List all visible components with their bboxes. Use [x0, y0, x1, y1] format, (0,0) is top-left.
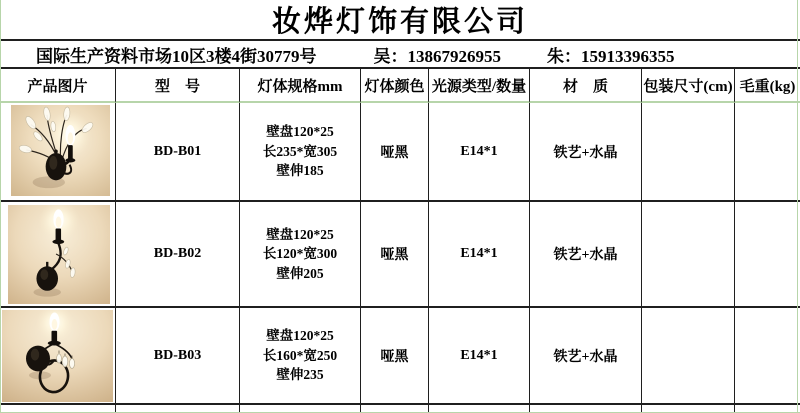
cell-material: 铁艺+水晶 — [530, 308, 642, 405]
spec-line: 长235*宽305 — [262, 143, 338, 159]
cell-spec — [240, 103, 361, 202]
cell-color: 哑黑 — [361, 103, 429, 202]
contact-phone-wu: 吴：13867926955 — [373, 46, 501, 66]
cell-package-size — [642, 103, 735, 202]
cell-light-source: E14*1 — [429, 202, 530, 308]
header-package-size: 包装尺寸(cm) — [642, 69, 735, 103]
header-model: 型 号 — [116, 69, 240, 103]
cell-spec — [240, 202, 361, 308]
header-light-source: 光源类型/数量 — [429, 69, 530, 103]
header-body-spec: 灯体规格mm — [240, 69, 361, 103]
contact-phone-zhu: 朱：15913396355 — [547, 46, 675, 66]
company-address: 国际生产资料市场10区3楼4街30779号 — [36, 46, 317, 66]
spec-line: 壁盘120*25 — [266, 226, 334, 242]
spec-line: 壁盘120*25 — [266, 124, 334, 140]
grid-edge-line — [0, 0, 1, 413]
header-product-image: 产品图片 — [0, 69, 116, 103]
product-photo-cell — [0, 103, 116, 202]
cell-gross-weight — [735, 202, 800, 308]
spec-line: 长120*宽300 — [262, 246, 338, 262]
cell-package-size — [642, 202, 735, 308]
cell-gross-weight — [735, 308, 800, 405]
product-photo-cell — [0, 308, 116, 405]
cell-color: 哑黑 — [361, 202, 429, 308]
product-photo-bd-b02 — [8, 205, 110, 304]
product-photo-bd-b03 — [2, 310, 113, 402]
cell-model: BD-B02 — [116, 202, 240, 308]
product-photo-bd-b01 — [11, 105, 110, 196]
product-photo-cell — [0, 202, 116, 308]
cell-spec — [240, 308, 361, 405]
header-body-color: 灯体颜色 — [361, 69, 429, 103]
cell-gross-weight — [735, 103, 800, 202]
spec-line: 壁伸205 — [276, 265, 324, 281]
company-title: 妆烨灯饰有限公司 — [0, 0, 800, 41]
product-table — [0, 69, 800, 413]
spec-line: 壁盘120*25 — [266, 328, 334, 344]
cell-model: BD-B01 — [116, 103, 240, 202]
cell-light-source: E14*1 — [429, 308, 530, 405]
spec-line: 壁伸185 — [276, 163, 324, 179]
header-material: 材 质 — [530, 69, 642, 103]
grid-edge-line — [797, 0, 798, 413]
spec-line: 长160*宽250 — [262, 347, 338, 363]
header-gross-weight: 毛重(kg) — [735, 69, 800, 103]
spec-line: 壁伸235 — [276, 367, 324, 383]
cell-model: BD-B03 — [116, 308, 240, 405]
cell-material: 铁艺+水晶 — [530, 202, 642, 308]
info-row — [0, 41, 800, 69]
cell-light-source: E14*1 — [429, 103, 530, 202]
cell-material: 铁艺+水晶 — [530, 103, 642, 202]
cell-color: 哑黑 — [361, 308, 429, 405]
cell-package-size — [642, 308, 735, 405]
